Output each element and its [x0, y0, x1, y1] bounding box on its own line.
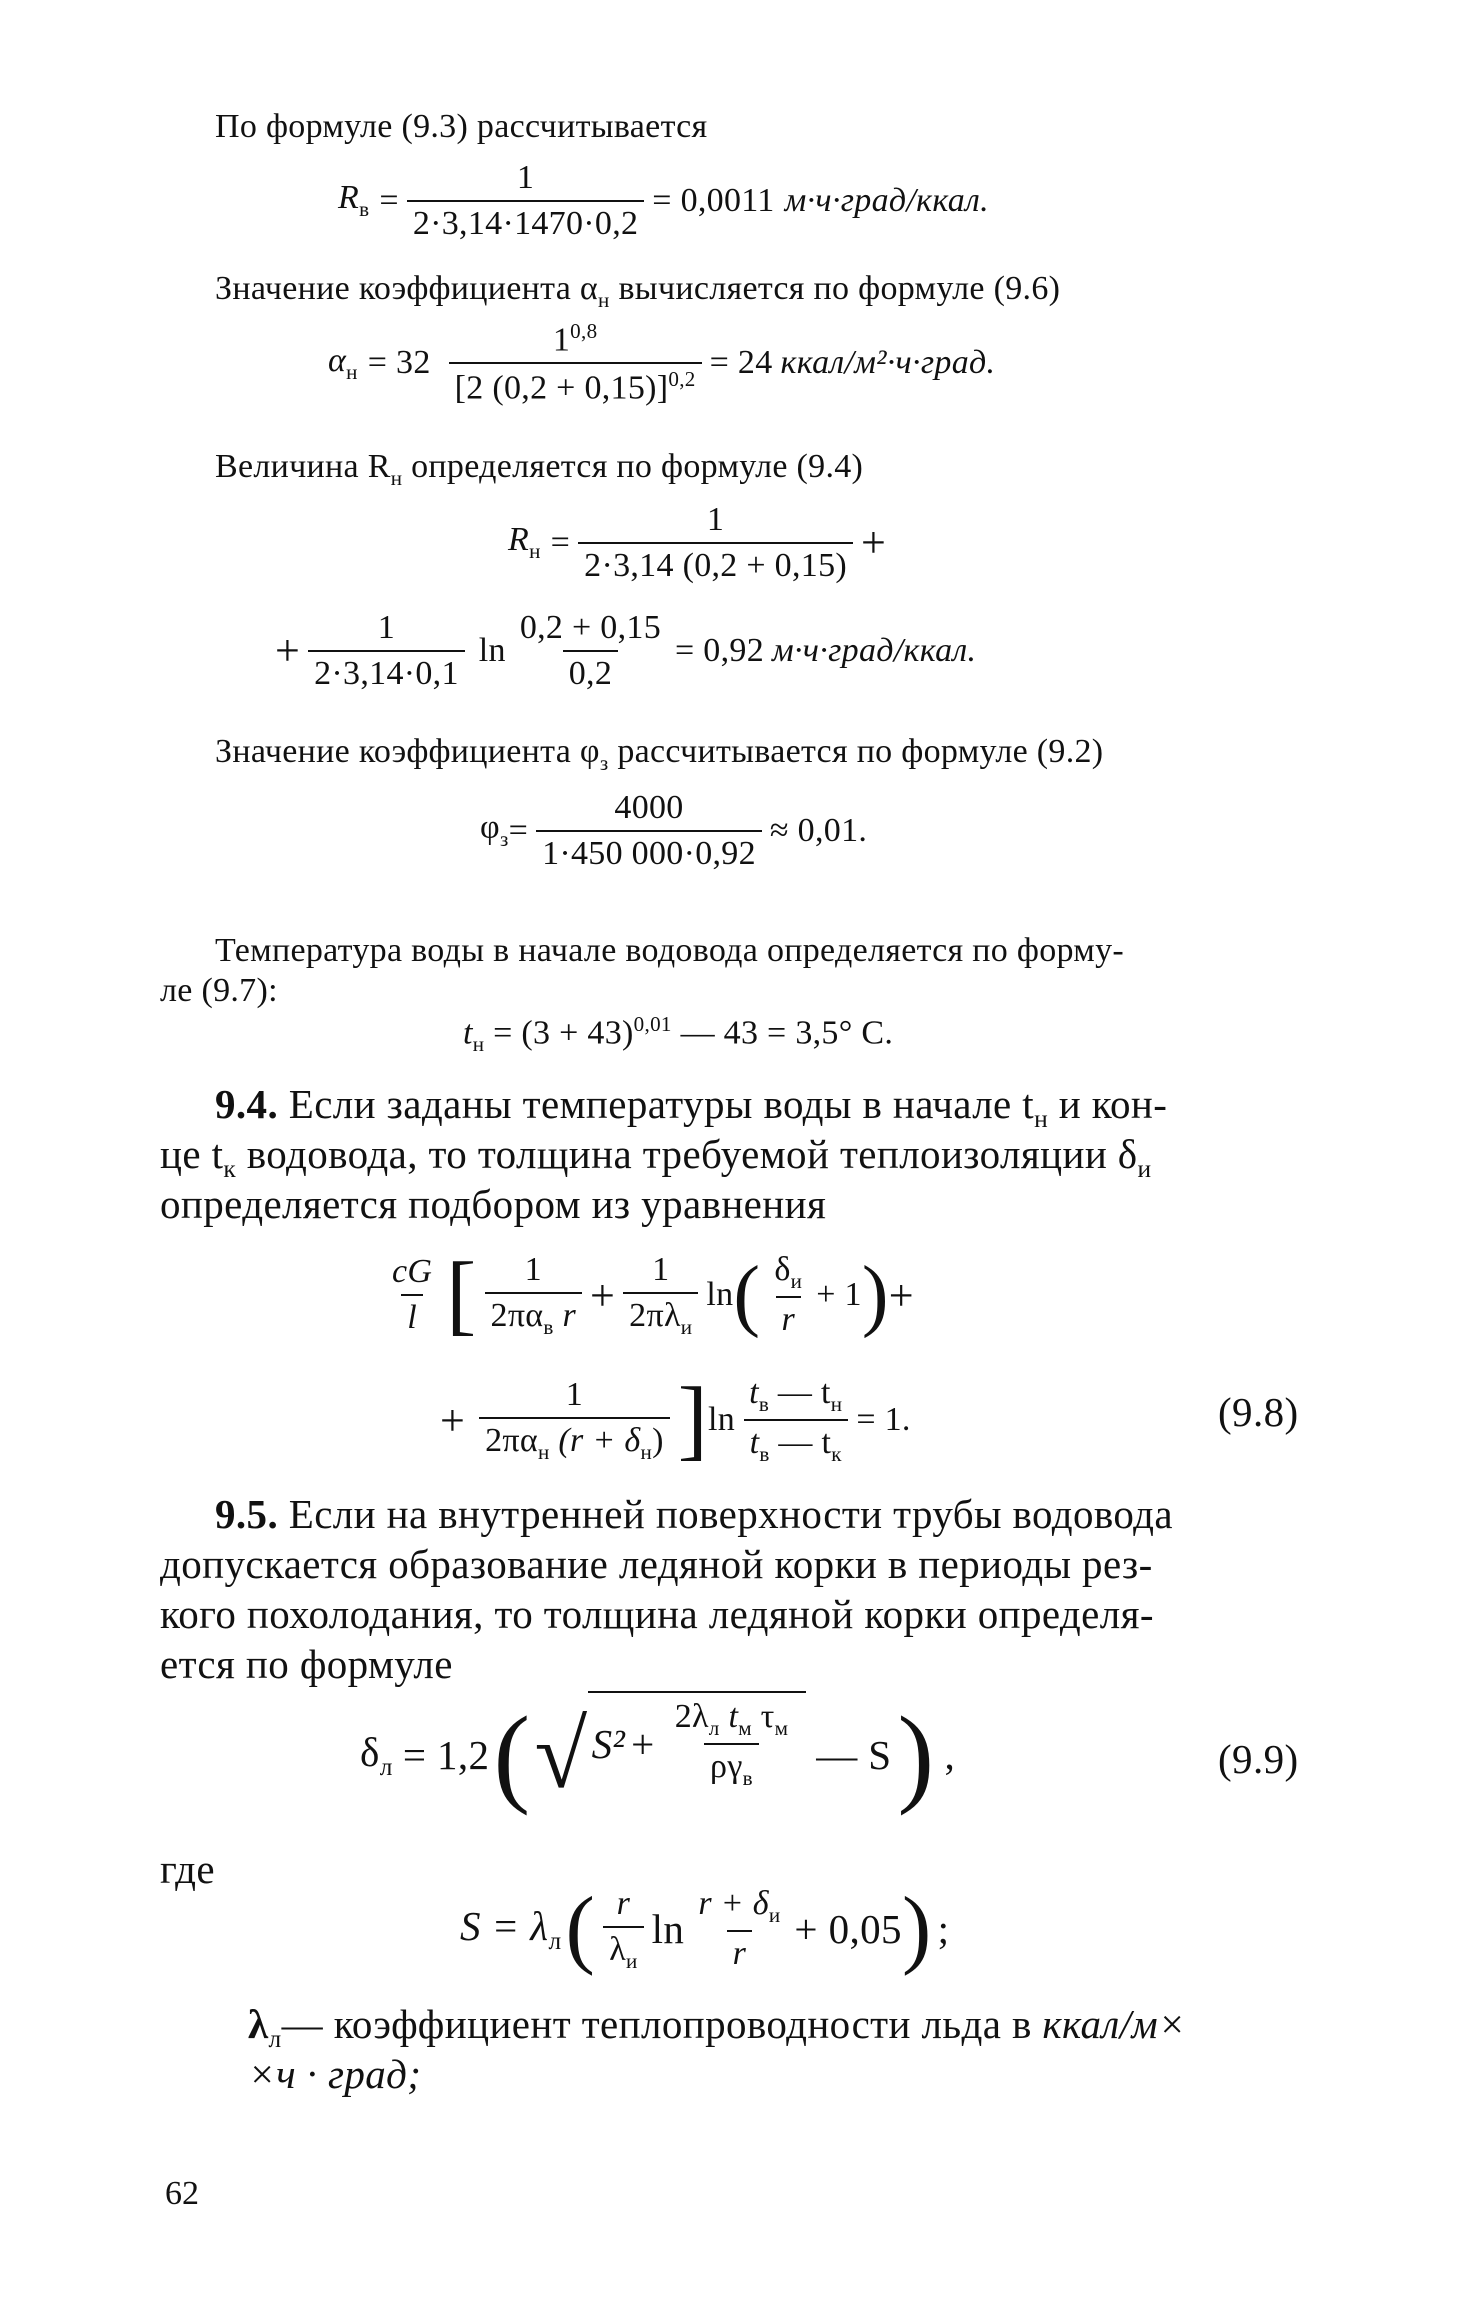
equation-rb: $R_в$ = $\frac{1}{2\cdot 3,14\cdot 1470\cdot 0,2}$ = 0,0011 м·ч·град/ккал. — [338, 159, 989, 242]
paragraph-rn: Величина $R_н$ определяется по формуле (9.4) — [215, 448, 864, 490]
where-word: где — [160, 1846, 216, 1892]
equation-alpha-n: $\alpha_н$ = 32 $\frac{1^{0,8}}{[2 (0,2 + 0,15)]^{0,2}}$ = 24 ккал/м²·ч·град. — [328, 319, 996, 407]
section-9-5-line2: допускается образование ледяной корки в периоды рез- — [160, 1541, 1153, 1587]
equation-9-8-line1: $\frac{cG}{l}$ [ $\frac{1}{2\pi\alpha_в r}$ + $\frac{1}{2\pi\lambda_и}$ ln ( $\frac{\delta_и}{r}$ + 1 ) + — [392, 1245, 914, 1344]
definition-lambda-line1: $\lambda_л—$ коэффициент теплопроводности льда в ккал/м× — [248, 2001, 1187, 2054]
equation-rn-line1: $R_н$ = $\frac{1}{2\cdot 3,14 (0,2 + 0,15)}$ + — [508, 501, 887, 584]
equation-rn-line2: + $\frac{1}{2\cdot 3,14\cdot 0,1}$ ln $\frac{0,2 + 0,15}{0,2}$ = 0,92 м·ч·град/ккал. — [275, 609, 977, 692]
section-9-5-line3: кого похолодания, то толщина ледяной корки определя- — [160, 1591, 1154, 1637]
paragraph-tn-line1: Температура воды в начале водовода определяется по форму- — [215, 932, 1125, 969]
equation-9-9: $\delta_л$ = 1,2 ( √ S² + $\frac{2\lambda_л t_м \tau_м}{\rho\gamma_в}$ — S ) , — [360, 1700, 955, 1810]
section-9-5-line4: ется по формуле — [160, 1641, 453, 1687]
equation-phi: $\varphi_з$ = $\frac{4000}{1\cdot 450 000\cdot 0,92}$ ≈ 0,01. — [480, 789, 868, 872]
page-number: 62 — [165, 2175, 199, 2212]
paragraph-alpha: Значение коэффициента $\alpha_н$ вычисляется по формуле (9.6) — [215, 270, 1061, 312]
section-9-4-line2: це $t_к$ водовода, то толщина требуемой теплоизоляции $\delta_и$ — [160, 1131, 1152, 1184]
equation-s: $S = \lambda_л$ ( $\frac{r}{\lambda_и}$ ln $\frac{r + \delta_и}{r}$ + 0,05 ) ; — [460, 1880, 950, 1977]
section-9-5-line1: 9.5. Если на внутренней поверхности трубы водовода — [215, 1491, 1173, 1537]
definition-lambda-line2: ×ч · град; — [248, 2051, 422, 2097]
section-9-4-line1: 9.4. Если заданы температуры воды в начале $t_н$ и кон- — [215, 1081, 1168, 1134]
paragraph-phi: Значение коэффициента $\varphi_з$ рассчитывается по формуле (9.2) — [215, 733, 1104, 775]
equation-number-9-9: (9.9) — [1218, 1736, 1299, 1782]
section-9-4-line3: определяется подбором из уравнения — [160, 1181, 827, 1227]
equation-9-8-line2: + $\frac{1}{2\pi\alpha_н (r + \delta_н)}$ ] ln $\frac{t_в — t_н}{t_в — t_к}$ = 1. — [440, 1370, 911, 1469]
equation-number-9-8: (9.8) — [1218, 1389, 1299, 1435]
equation-tn: $t_н = (3 + 43)^{0,01}$ — 43 = 3,5° C. — [463, 1012, 894, 1057]
paragraph-tn-line2: ле (9.7): — [160, 972, 278, 1009]
paragraph-intro-rb: По формуле (9.3) рассчитывается — [215, 108, 708, 145]
